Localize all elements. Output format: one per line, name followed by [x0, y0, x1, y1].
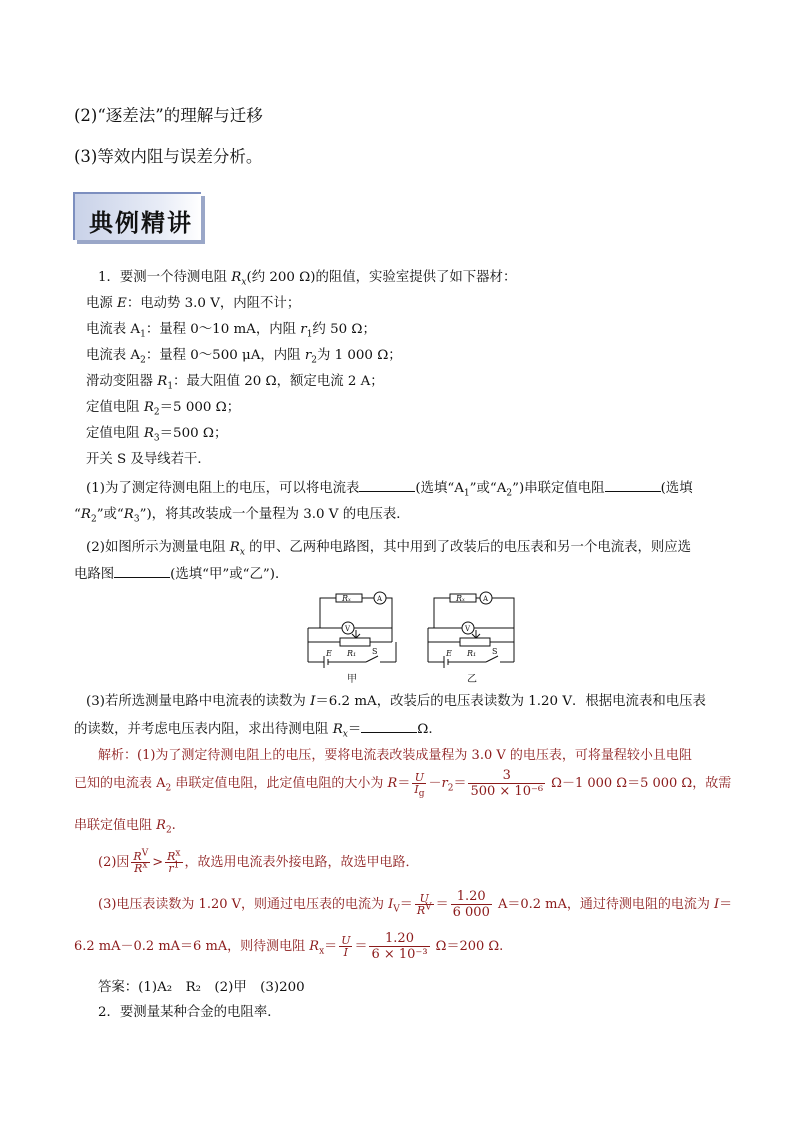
label-v-jia: V — [345, 625, 351, 633]
question-2: 2．要测量某种合金的电阻率． — [98, 1005, 281, 1020]
solution-line2: 已知的电流表 $A_2$ 串联定值电阻，此定值电阻的大小为 R＝ $\frac{U}{I_g}$ $-r_2=$ $\frac{3}{\text{500 × 10⁻⁶}}$ Ω－1 000 Ω＝5 000 Ω，故需 — [74, 768, 732, 800]
caption-yi: 乙 — [467, 674, 477, 685]
caption-jia: 甲 — [347, 674, 357, 685]
label-a-yi: A — [483, 595, 489, 603]
label-rx-yi: Rₓ — [456, 594, 465, 603]
solution-line4: (2)因 $\frac{R^V}{R^x}$ > $\frac{R^x}{r^1}$ ，故选用电流表外接电路，故选甲电路． — [98, 848, 419, 875]
section-banner — [73, 192, 201, 240]
list-item-2: (2)“逐差法”的理解与迁移 — [74, 106, 263, 125]
label-rx-jia: Rₓ — [342, 594, 351, 603]
label-v-yi: V — [465, 625, 471, 633]
label-r1-jia: R₁ — [347, 649, 357, 658]
label-a-jia: A — [377, 595, 383, 603]
q1-part1-line2: “$R_2$”或“$R_3$”)，将其改装成一个量程为 3.0 V 的电压表． — [74, 507, 410, 525]
label-r1-yi: R₁ — [467, 649, 477, 658]
q1-part1-line1: (1)为了测定待测电阻上的电压，可以将电流表 (选填“$A_1$”或“$A_2$”)串联定值电阻 (选填 — [86, 478, 693, 499]
solution-line1: 解析：(1)为了测定待测电阻上的电压，要将电流表改装成量程为 3.0 V 的电压表，可将量程较小且电阻 — [98, 748, 692, 763]
q1-resistor-r3: 定值电阻 $R_3=500$ Ω； — [86, 426, 228, 444]
solution-line5: (3)电压表读数为 1.20 V，则通过电压表的电流为 $I_V=$ $\frac{U}{R^V}$ ＝ $\frac{1.20}{6 000}$ A＝0.2 mA，通过待测电阻的电流为 I＝ — [98, 889, 733, 920]
solution-line6: 6.2 mA－0.2 mA＝6 mA，则待测电阻 $R_x=$ $\frac{U}{I}$ ＝ $\frac{1.20}{\text{6 × 10⁻³}}$ Ω＝200 Ω. — [74, 931, 504, 962]
label-e-yi: E — [446, 649, 452, 658]
circuit-diagrams — [300, 590, 525, 685]
label-s-jia: S — [372, 647, 378, 656]
label-s-yi: S — [492, 647, 498, 656]
q1-ammeter-a1: 电流表 $A_1$：量程 0～10 mA，内阻 $r_1$约 50 Ω； — [86, 322, 376, 340]
q1-switch: 开关 S 及导线若干． — [86, 452, 211, 467]
q1-ammeter-a2: 电流表 $A_2$：量程 0～500 μA，内阻 $r_2$为 1 000 Ω； — [86, 348, 402, 366]
section-title: 典例精讲 — [89, 209, 193, 237]
q1-part3-line2: 的读数，并考虑电压表内阻，求出待测电阻 $R_x= \Omega$. — [74, 719, 433, 740]
solution-line3: 串联定值电阻 $R_2$. — [74, 818, 176, 836]
q1-rheostat: 滑动变阻器 $R_1$：最大阻值 20 Ω，额定电流 2 A； — [86, 374, 384, 392]
q1-part2-line2: 电路图 (选填“甲”或“乙”)． — [74, 564, 288, 585]
q1-resistor-r2: 定值电阻 $R_2=5$ 000 Ω； — [86, 400, 241, 418]
q1-intro: 1．要测一个待测电阻 $R_x$(约 200 Ω)的阻值，实验室提供了如下器材： — [98, 270, 517, 288]
q1-part2-line1: (2)如图所示为测量电阻 $R_x$ 的甲、乙两种电路图，其中用到了改装后的电压表和另一个电流表，则应选 — [86, 540, 692, 558]
label-e-jia: E — [326, 649, 332, 658]
q1-part3-line1: (3)若所选测量电路中电流表的读数为 I＝6.2 mA，改装后的电压表读数为 1.20 V．根据电流表和电压表 — [86, 694, 706, 709]
q1-power: 电源 E：电动势 3.0 V，内阻不计； — [86, 296, 301, 311]
list-item-3: (3)等效内阻与误差分析。 — [74, 147, 263, 166]
answer-line: 答案：(1)A₂ R₂ (2)甲 (3)200 — [98, 980, 305, 995]
